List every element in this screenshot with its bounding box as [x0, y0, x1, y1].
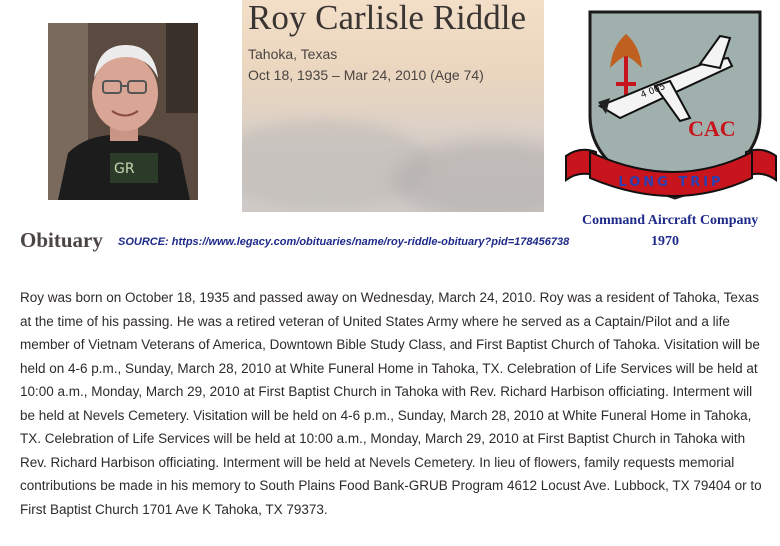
- unit-year: 1970: [651, 234, 679, 249]
- portrait-photo: [48, 23, 198, 200]
- source-link[interactable]: SOURCE: https://www.legacy.com/obituaries/name/roy-riddle-obituary?pid=178456738: [118, 236, 570, 248]
- unit-emblem: [560, 6, 780, 206]
- aircraft-marking: 4 005: [639, 81, 668, 101]
- name-banner: [242, 0, 544, 212]
- obituary-heading: Obituary: [20, 228, 103, 252]
- person-location: Tahoka, Texas: [248, 46, 338, 62]
- emblem-letters: CAC: [688, 116, 736, 141]
- obituary-paragraph: Roy was born on October 18, 1935 and passed away on Wednesday, March 24, 2010. Roy was a resident of Tahoka, Texas at the time of his passing. He was a retired veteran of United States Army where he served as a Captain/Pilot and a life member of Vietnam Veterans of America, Downtown Bible Study Class, and First Baptist Church of Tahoka. Visitation will be held on 4-6 p.m., Sunday, March 28, 2010 at White Funeral Home in Tahoka, TX. Celebration of Life Services will be held at 10:00 a.m., Monday, March 29, 2010 at First Baptist Church in Tahoka with Rev. Richard Harbison officiating. Interment will be held at Nevels Cemetery. Visitation will be held on 4-6 p.m., Sunday, March 28, 2010 at White Funeral Home in Tahoka, TX. Celebration of Life Services will be held at 10:00 a.m., Monday, March 29, 2010 at First Baptist Church in Tahoka with Rev. Richard Harbison officiating. Interment will be held at Nevels Cemetery. In lieu of flowers, family requests memorial contributions be made in his memory to South Plains Food Bank-GRUB Program 4612 Locust Ave. Lubbock, TX 79404 or to First Baptist Church 1701 Ave K Tahoka, TX 79373.: [20, 290, 762, 517]
- portrait-illustration: [48, 23, 198, 200]
- person-name: Roy Carlisle Riddle: [248, 0, 527, 37]
- person-dates: Oct 18, 1935 – Mar 24, 2010 (Age 74): [248, 67, 484, 83]
- obituary-body: [20, 286, 765, 521]
- emblem-banner-text: LONG TRIP: [618, 175, 724, 190]
- unit-name: Command Aircraft Company: [582, 213, 759, 228]
- svg-text:GR: GR: [114, 161, 135, 177]
